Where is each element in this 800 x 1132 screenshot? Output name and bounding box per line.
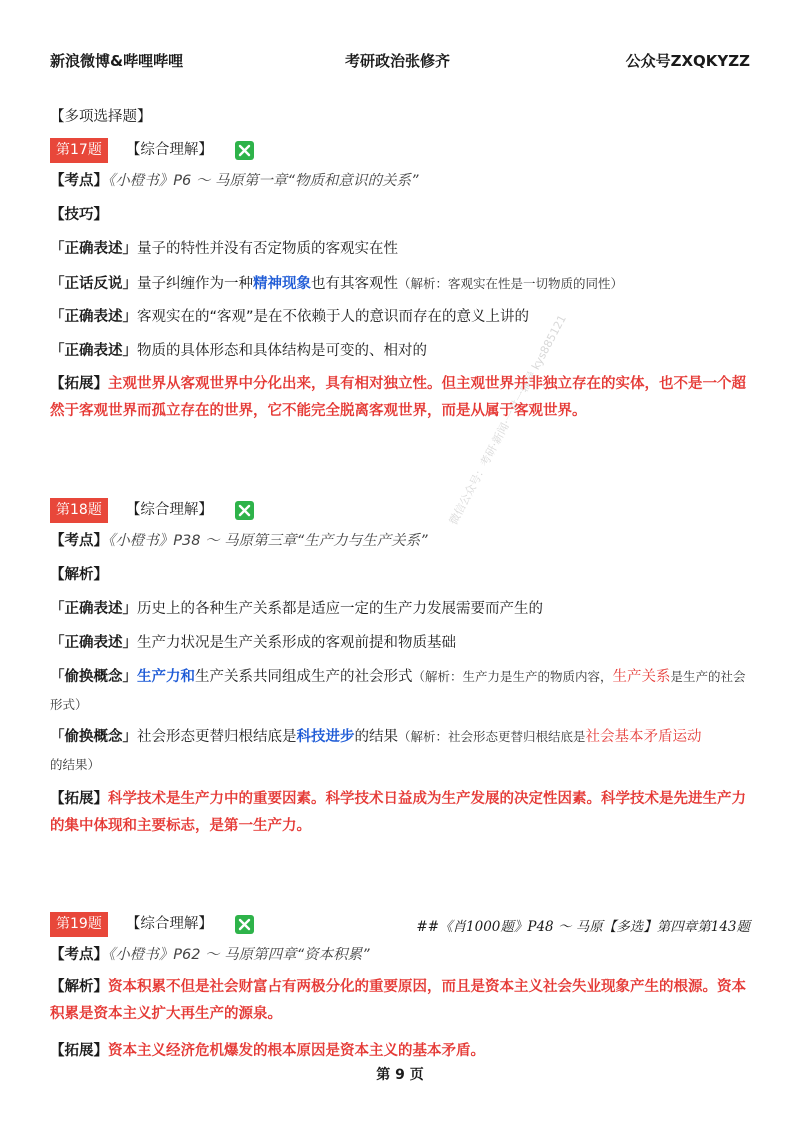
q17-header xyxy=(50,138,750,163)
kaodian-label: 【考点】 xyxy=(50,173,108,189)
line-label: 「正确表述」 xyxy=(50,601,137,617)
line-text: 历史上的各种生产关系都是适应一定的生产力发展需要而产生的 xyxy=(137,601,543,617)
wrong-mark-icon xyxy=(235,915,254,934)
q18-header xyxy=(50,498,750,523)
q18-kaodian xyxy=(50,532,750,551)
question-tag: 第19题 xyxy=(50,912,108,937)
q19-tip: ##《肖1000题》P48 ～ 马原【多选】第四章第143题 xyxy=(416,919,750,935)
line-label: 「偷换概念」 xyxy=(50,729,137,745)
line-text: 生产关系共同组成生产的社会形式 xyxy=(195,669,413,685)
jiexi-label: 【解析】 xyxy=(50,567,108,583)
line-note: （解析：社会形态更替归根结底是 xyxy=(398,729,586,744)
jiexi-label: 【解析】 xyxy=(50,979,108,995)
kaodian-text: 《小橙书》P6 ～ 马原第一章“物质和意识的关系” xyxy=(108,173,419,189)
q17-line2 xyxy=(50,274,750,294)
q17-line1 xyxy=(50,240,750,259)
question-tag: 第17题 xyxy=(50,138,108,163)
q18-line2 xyxy=(50,634,750,653)
q19-kaodian xyxy=(50,946,750,965)
line-note: （解析：生产力是生产的物质内容， xyxy=(412,669,613,684)
line-label: 「偷换概念」 xyxy=(50,669,137,685)
line-note: （解析：客观实在性是一切物质的同性） xyxy=(398,276,624,291)
q17-line3 xyxy=(50,308,750,327)
ext-label: 【拓展】 xyxy=(50,1043,108,1059)
line-label: 「正确表述」 xyxy=(50,343,137,359)
line-label: 「正话反说」 xyxy=(50,276,137,292)
note-highlight-red: 生产关系 xyxy=(612,669,671,685)
line-text: 生产力状况是生产关系形成的客观前提和物质基础 xyxy=(137,635,456,651)
header-right: 公众号ZXQKYZZ xyxy=(625,52,750,70)
line-label: 「正确表述」 xyxy=(50,635,137,651)
kaodian-text: 《小橙书》P38 ～ 马原第三章“生产力与生产关系” xyxy=(108,533,428,549)
line-text: 的结果 xyxy=(354,729,398,745)
line-note: 的结果） xyxy=(50,757,101,772)
header-center: 考研政治张修齐 xyxy=(345,52,451,70)
kaodian-text: 《小橙书》P62 ～ 马原第四章“资本积累” xyxy=(108,947,370,963)
q17-extension xyxy=(50,371,750,425)
header-left: 新浪微博&哔哩哔哩 xyxy=(50,52,184,70)
ext-label: 【拓展】 xyxy=(50,791,108,807)
line-note: 是生产的社会形式） xyxy=(50,669,746,712)
ext-text: 资本主义经济危机爆发的根本原因是资本主义的基本矛盾。 xyxy=(108,1043,485,1059)
wrong-mark-icon xyxy=(235,141,254,160)
ext-text: 科学技术是生产力中的重要因素。科学技术日益成为生产发展的决定性因素。科学技术是先进生产力的集中体现和主要标志，是第一生产力。 xyxy=(50,791,746,834)
jiqiao-label: 【技巧】 xyxy=(50,207,108,223)
ext-text: 主观世界从客观世界中分化出来，具有相对独立性。但主观世界并非独立存在的实体，也不是一个超然于客观世界而孤立存在的世界，它不能完全脱离客观世界，而是从属于客观世界。 xyxy=(50,376,746,419)
note-highlight-red: 社会基本矛盾运动 xyxy=(585,729,702,745)
highlight-blue: 精神现象 xyxy=(253,276,311,292)
q19-extension xyxy=(50,1042,750,1061)
highlight-blue: 科技进步 xyxy=(296,729,355,745)
jiexi-text: 资本积累不但是社会财富占有两极分化的重要原因，而且是资本主义社会失业现象产生的根源。资本积累是资本主义扩大再生产的源泉。 xyxy=(50,979,746,1022)
line-text: 量子的特性并没有否定物质的客观实在性 xyxy=(137,241,398,257)
line-text: 量子纠缠作为一种 xyxy=(137,276,253,292)
line-label: 「正确表述」 xyxy=(50,309,137,325)
q18-line1 xyxy=(50,600,750,619)
line-text: 也有其客观性 xyxy=(311,276,398,292)
question-category: 【综合理解】 xyxy=(125,916,213,932)
q17-kaodian xyxy=(50,172,750,191)
section-title: 【多项选择题】 xyxy=(50,109,152,125)
q18-line4 xyxy=(50,723,750,779)
ext-label: 【拓展】 xyxy=(50,376,108,392)
q18-extension xyxy=(50,786,750,840)
wrong-mark-icon xyxy=(235,501,254,520)
q18-jiexi xyxy=(50,566,750,585)
q17-line4 xyxy=(50,342,750,361)
q19-jiexi xyxy=(50,974,750,1028)
kaodian-label: 【考点】 xyxy=(50,533,108,549)
highlight-blue: 生产力和 xyxy=(137,669,195,685)
watermark: 微信公众号：考研·新闻·一对一辅导 kys885121 xyxy=(446,312,569,528)
line-label: 「正确表述」 xyxy=(50,241,137,257)
question-category: 【综合理解】 xyxy=(125,502,213,518)
q17-jiqiao xyxy=(50,206,750,225)
q18-line3 xyxy=(50,663,750,719)
kaodian-label: 【考点】 xyxy=(50,947,108,963)
question-tag: 第18题 xyxy=(50,498,108,523)
page-number: 第 9 页 xyxy=(376,1067,424,1083)
line-text: 物质的具体形态和具体结构是可变的、相对的 xyxy=(137,343,427,359)
line-text: 社会形态更替归根结底是 xyxy=(137,729,297,745)
question-category: 【综合理解】 xyxy=(125,142,213,158)
line-text: 客观实在的“客观”是在不依赖于人的意识而存在的意义上讲的 xyxy=(137,309,530,325)
